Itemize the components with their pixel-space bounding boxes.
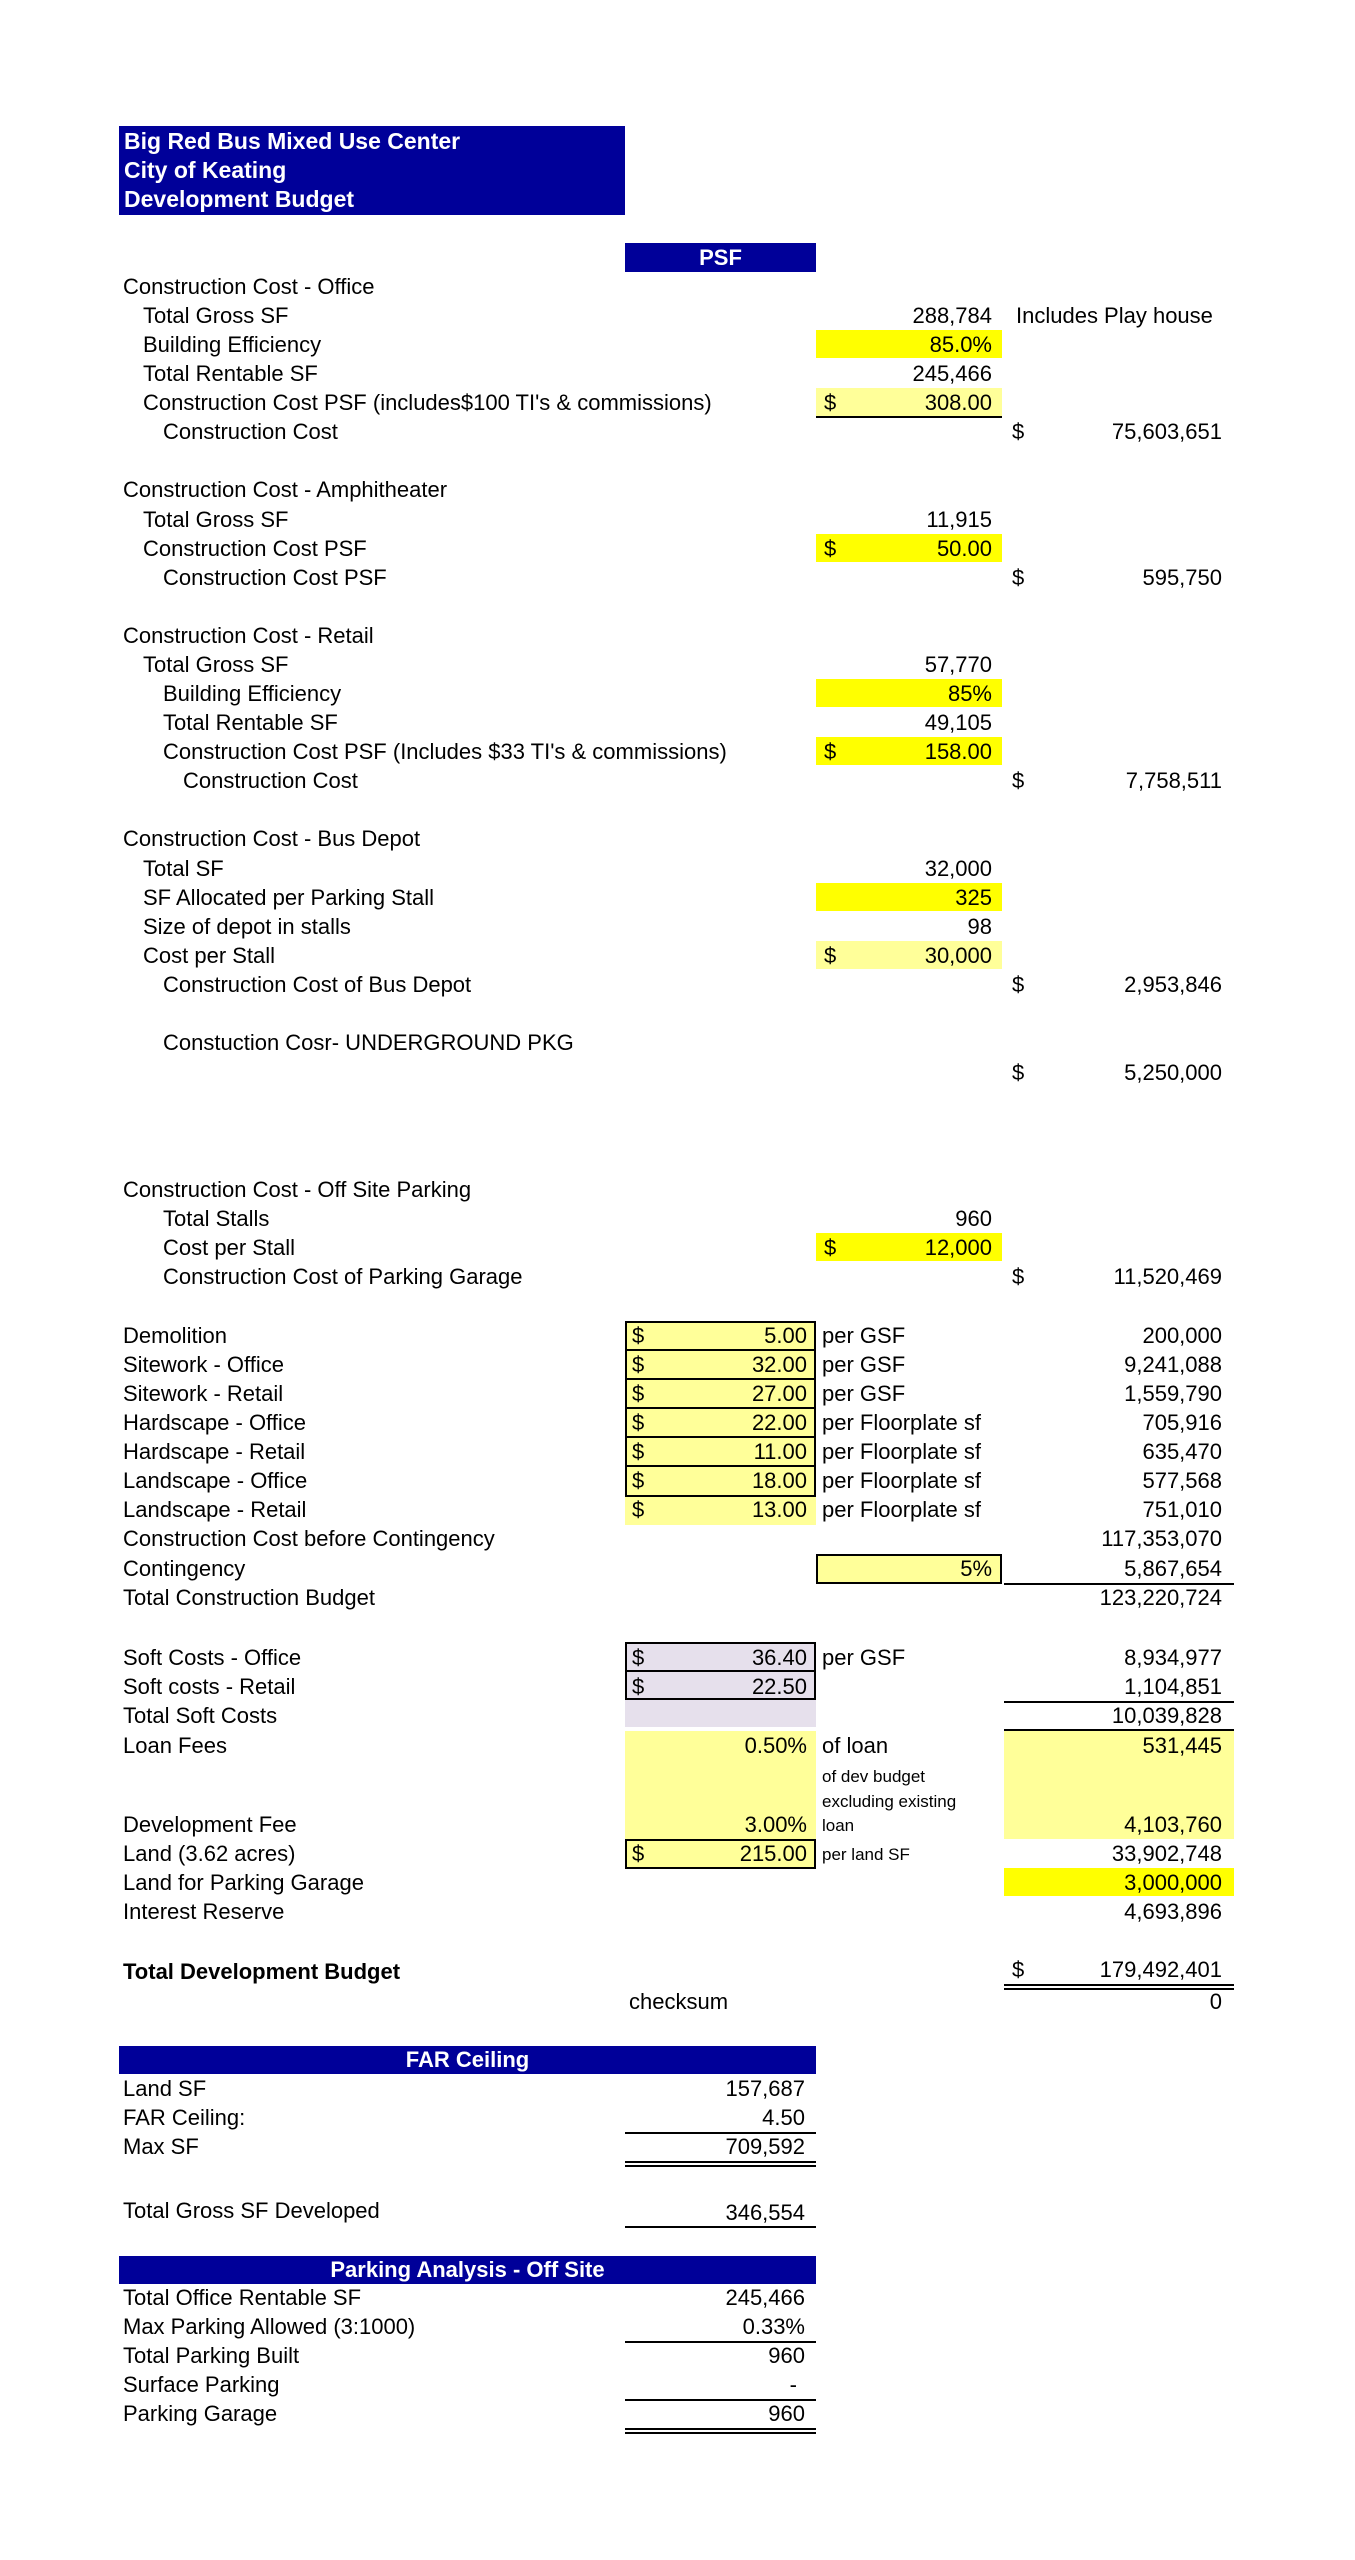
- site-row-total: 1,559,790: [1124, 1381, 1222, 1406]
- site-row-rate[interactable]: 32.00: [751, 1352, 807, 1377]
- amphi-heading: Construction Cost - Amphitheater: [123, 477, 448, 502]
- depot-size-label: Size of depot in stalls: [143, 914, 351, 939]
- site-row-total: 577,568: [1142, 1468, 1222, 1493]
- depot-cost-currency: $: [1012, 972, 1025, 997]
- land-unit: per land SF: [822, 1845, 910, 1864]
- interest-value: 4,693,896: [1124, 1899, 1222, 1924]
- loan-pct[interactable]: 0.50%: [744, 1733, 807, 1758]
- retail-cost-currency: $: [1012, 768, 1025, 793]
- amphi-psf-label: Construction Cost PSF: [143, 536, 367, 561]
- site-row-currency: $: [632, 1497, 645, 1522]
- soft-office-unit: per GSF: [822, 1645, 906, 1670]
- offsite-cost-value: 11,520,469: [1113, 1264, 1222, 1289]
- parking-built-label: Total Parking Built: [123, 2343, 300, 2368]
- site-row-currency: $: [632, 1323, 645, 1348]
- depot-ug-label: Constuction Cosr- UNDERGROUND PKG: [163, 1030, 574, 1055]
- loan-value: 531,445: [1142, 1733, 1222, 1758]
- site-row-currency: $: [632, 1468, 645, 1493]
- dev-note-line-2: excluding existing: [822, 1792, 957, 1811]
- parking-surface-value: -: [789, 2372, 797, 2397]
- far-ceiling-value: 4.50: [762, 2105, 805, 2130]
- land-rate[interactable]: 215.00: [739, 1841, 807, 1866]
- soft-office-value: 8,934,977: [1124, 1645, 1222, 1670]
- site-row-total: 635,470: [1142, 1439, 1222, 1464]
- land-label: Land (3.62 acres): [123, 1841, 296, 1866]
- parking-header: [119, 2256, 816, 2284]
- depot-cost-value: 2,953,846: [1124, 972, 1222, 997]
- office-eff-label: Building Efficiency: [143, 332, 322, 357]
- contingency-pct[interactable]: 5%: [960, 1556, 992, 1581]
- far-developed-label: Total Gross SF Developed: [123, 2198, 380, 2223]
- amphi-cost-label: Construction Cost PSF: [163, 565, 387, 590]
- site-row-unit: per Floorplate sf: [822, 1468, 981, 1493]
- site-divider-2: [625, 1378, 816, 1380]
- retail-eff-value[interactable]: 85%: [947, 681, 992, 706]
- site-row-label: Hardscape - Office: [123, 1410, 307, 1435]
- office-gross-note: Includes Play house: [1016, 303, 1213, 328]
- interest-label: Interest Reserve: [123, 1899, 285, 1924]
- land-currency: $: [632, 1841, 645, 1866]
- site-row-label: Sitework - Retail: [123, 1381, 284, 1406]
- title-line-1: Big Red Bus Mixed Use Center: [124, 128, 461, 154]
- site-row-label: Hardscape - Retail: [123, 1439, 306, 1464]
- total-dev-double-line-top: [1004, 1984, 1234, 1986]
- checksum-value: 0: [1209, 1989, 1222, 2014]
- site-row-unit: per Floorplate sf: [822, 1410, 981, 1435]
- site-row-currency: $: [632, 1410, 645, 1435]
- soft-office-rate[interactable]: 36.40: [751, 1645, 807, 1670]
- land-value: 33,902,748: [1111, 1841, 1222, 1866]
- garage-land-value[interactable]: 3,000,000: [1124, 1870, 1222, 1895]
- site-row-total: 751,010: [1142, 1497, 1222, 1522]
- amphi-psf-value[interactable]: 50.00: [936, 536, 992, 561]
- contingency-value: 5,867,654: [1124, 1556, 1222, 1581]
- depot-stall-value[interactable]: 30,000: [924, 943, 992, 968]
- loan-unit: of loan: [822, 1733, 889, 1758]
- depot-alloc-label: SF Allocated per Parking Stall: [143, 885, 435, 910]
- parking-garage-line-bottom: [625, 2432, 816, 2434]
- far-ceiling-label: FAR Ceiling:: [123, 2105, 246, 2130]
- retail-psf-label: Construction Cost PSF (Includes $33 TI's & commissions): [163, 739, 727, 764]
- site-row-label: Landscape - Retail: [123, 1497, 307, 1522]
- offsite-stalls-value: 960: [955, 1206, 992, 1231]
- office-psf-label: Construction Cost PSF (includes$100 TI's & commissions): [143, 390, 712, 415]
- before-contingency-label: Construction Cost before Contingency: [123, 1526, 495, 1551]
- site-row-rate[interactable]: 27.00: [751, 1381, 807, 1406]
- depot-stall-label: Cost per Stall: [143, 943, 276, 968]
- office-cost-currency: $: [1012, 419, 1025, 444]
- site-divider-4: [625, 1436, 816, 1438]
- depot-size-value: 98: [967, 914, 992, 939]
- parking-built-value: 960: [768, 2343, 805, 2368]
- site-row-rate[interactable]: 11.00: [753, 1439, 807, 1464]
- dev-note-line-3: loan: [822, 1816, 855, 1835]
- parking-rentable-value: 245,466: [725, 2285, 805, 2310]
- garage-land-label: Land for Parking Garage: [123, 1870, 364, 1895]
- site-row-total: 9,241,088: [1124, 1352, 1222, 1377]
- offsite-heading: Construction Cost - Off Site Parking: [123, 1177, 472, 1202]
- retail-eff-label: Building Efficiency: [163, 681, 342, 706]
- office-rentable-label: Total Rentable SF: [143, 361, 318, 386]
- retail-heading: Construction Cost - Retail: [123, 623, 374, 648]
- far-developed-line: [625, 2226, 816, 2228]
- far-max-line-bottom: [625, 2165, 816, 2167]
- offsite-stalls-label: Total Stalls: [163, 1206, 270, 1231]
- depot-ug-value: 5,250,000: [1124, 1060, 1222, 1085]
- site-divider-3: [625, 1407, 816, 1409]
- loan-label: Loan Fees: [123, 1733, 227, 1758]
- total-construction-value: 123,220,724: [1099, 1585, 1222, 1610]
- soft-total-value: 10,039,828: [1111, 1703, 1222, 1728]
- site-divider-1: [625, 1349, 816, 1351]
- site-row-unit: per GSF: [822, 1352, 906, 1377]
- before-contingency-value: 117,353,070: [1101, 1526, 1222, 1551]
- site-row-unit: per GSF: [822, 1381, 906, 1406]
- retail-gross-label: Total Gross SF: [143, 652, 289, 677]
- dev-fee-value: 4,103,760: [1124, 1812, 1222, 1837]
- office-psf-currency: $: [824, 390, 837, 415]
- office-gross-value: 288,784: [912, 303, 992, 328]
- office-heading: Construction Cost - Office: [123, 274, 375, 299]
- far-max-line-top: [625, 2161, 816, 2163]
- offsite-stall-value[interactable]: 12,000: [924, 1235, 992, 1260]
- checksum-label: checksum: [629, 1989, 729, 2014]
- site-row-total: 705,916: [1142, 1410, 1222, 1435]
- site-row-unit: per Floorplate sf: [822, 1497, 981, 1522]
- office-psf-value[interactable]: 308.00: [924, 390, 992, 415]
- dev-fee-label: Development Fee: [123, 1812, 297, 1837]
- retail-psf-currency: $: [824, 739, 837, 764]
- depot-alloc-value[interactable]: 325: [955, 885, 992, 910]
- far-land-value: 157,687: [725, 2076, 805, 2101]
- depot-cost-label: Construction Cost of Bus Depot: [163, 972, 472, 997]
- site-row-label: Demolition: [123, 1323, 227, 1348]
- site-row-total: 200,000: [1142, 1323, 1222, 1348]
- title-block: [119, 126, 625, 215]
- dev-note-line-1: of dev budget: [822, 1767, 926, 1786]
- site-row-currency: $: [632, 1352, 645, 1377]
- soft-retail-label: Soft costs - Retail: [123, 1674, 296, 1699]
- depot-total-label: Total SF: [143, 856, 224, 881]
- far-max-value: 709,592: [725, 2134, 805, 2159]
- offsite-cost-label: Construction Cost of Parking Garage: [163, 1264, 523, 1289]
- contingency-label: Contingency: [123, 1556, 246, 1581]
- parking-max-value: 0.33%: [742, 2314, 805, 2339]
- psf-header: [625, 243, 816, 272]
- site-row-currency: $: [632, 1439, 645, 1464]
- offsite-stall-currency: $: [824, 1235, 837, 1260]
- offsite-stall-label: Cost per Stall: [163, 1235, 296, 1260]
- site-row-currency: $: [632, 1381, 645, 1406]
- far-max-label: Max SF: [123, 2134, 199, 2159]
- site-divider-5: [625, 1465, 816, 1467]
- far-header: [119, 2046, 816, 2074]
- soft-retail-value: 1,104,851: [1124, 1674, 1222, 1699]
- site-row-rate[interactable]: 18.00: [751, 1468, 807, 1493]
- amphi-gross-label: Total Gross SF: [143, 507, 289, 532]
- amphi-psf-currency: $: [824, 536, 837, 561]
- amphi-cost-currency: $: [1012, 565, 1025, 590]
- soft-total-label: Total Soft Costs: [123, 1703, 278, 1728]
- depot-total-value: 32,000: [924, 856, 992, 881]
- psf-header-label: PSF: [699, 245, 742, 270]
- retail-cost-value: 7,758,511: [1125, 768, 1222, 793]
- total-construction-label: Total Construction Budget: [123, 1585, 375, 1610]
- office-psf-underline: [816, 416, 1002, 418]
- amphi-gross-value: 11,915: [926, 507, 992, 532]
- site-row-label: Landscape - Office: [123, 1468, 308, 1493]
- title-line-2: City of Keating: [124, 157, 287, 183]
- office-cost-value: 75,603,651: [1111, 419, 1222, 444]
- offsite-cost-currency: $: [1012, 1264, 1025, 1289]
- amphi-cost-value: 595,750: [1142, 565, 1222, 590]
- site-row-unit: per Floorplate sf: [822, 1439, 981, 1464]
- total-dev-label: Total Development Budget: [123, 1959, 401, 1984]
- site-row-rate[interactable]: 22.00: [751, 1410, 807, 1435]
- depot-heading: Construction Cost - Bus Depot: [123, 826, 421, 851]
- retail-rentable-label: Total Rentable SF: [163, 710, 338, 735]
- depot-ug-currency: $: [1012, 1060, 1025, 1085]
- parking-garage-line-top: [625, 2428, 816, 2430]
- retail-psf-value[interactable]: 158.00: [924, 739, 992, 764]
- site-row-unit: per GSF: [822, 1323, 906, 1348]
- dev-fee-pct[interactable]: 3.00%: [744, 1812, 807, 1837]
- office-cost-label: Construction Cost: [163, 419, 338, 444]
- parking-garage-value: 960: [768, 2401, 805, 2426]
- retail-cost-label: Construction Cost: [183, 768, 358, 793]
- office-rentable-value: 245,466: [912, 361, 992, 386]
- office-gross-label: Total Gross SF: [143, 303, 289, 328]
- title-line-3: Development Budget: [124, 186, 355, 212]
- soft-retail-rate[interactable]: 22.50: [751, 1674, 807, 1699]
- site-row-label: Sitework - Office: [123, 1352, 284, 1377]
- far-header-label: FAR Ceiling: [405, 2047, 530, 2072]
- site-row-rate[interactable]: 13.00: [751, 1497, 807, 1522]
- far-land-label: Land SF: [123, 2076, 207, 2101]
- parking-header-label: Parking Analysis - Off Site: [330, 2257, 605, 2282]
- retail-gross-value: 57,770: [924, 652, 992, 677]
- parking-max-label: Max Parking Allowed (3:1000): [123, 2314, 416, 2339]
- parking-rentable-label: Total Office Rentable SF: [123, 2285, 362, 2310]
- soft-retail-currency: $: [632, 1674, 645, 1699]
- total-dev-currency: $: [1012, 1957, 1025, 1982]
- parking-garage-label: Parking Garage: [123, 2401, 278, 2426]
- far-developed-value: 346,554: [725, 2200, 805, 2225]
- depot-stall-currency: $: [824, 943, 837, 968]
- site-row-rate[interactable]: 5.00: [764, 1323, 807, 1348]
- soft-office-label: Soft Costs - Office: [123, 1645, 302, 1670]
- office-eff-value[interactable]: 85.0%: [929, 332, 992, 357]
- soft-office-currency: $: [632, 1645, 645, 1670]
- parking-surface-label: Surface Parking: [123, 2372, 280, 2397]
- total-dev-value: 179,492,401: [1099, 1957, 1222, 1982]
- retail-rentable-value: 49,105: [924, 710, 992, 735]
